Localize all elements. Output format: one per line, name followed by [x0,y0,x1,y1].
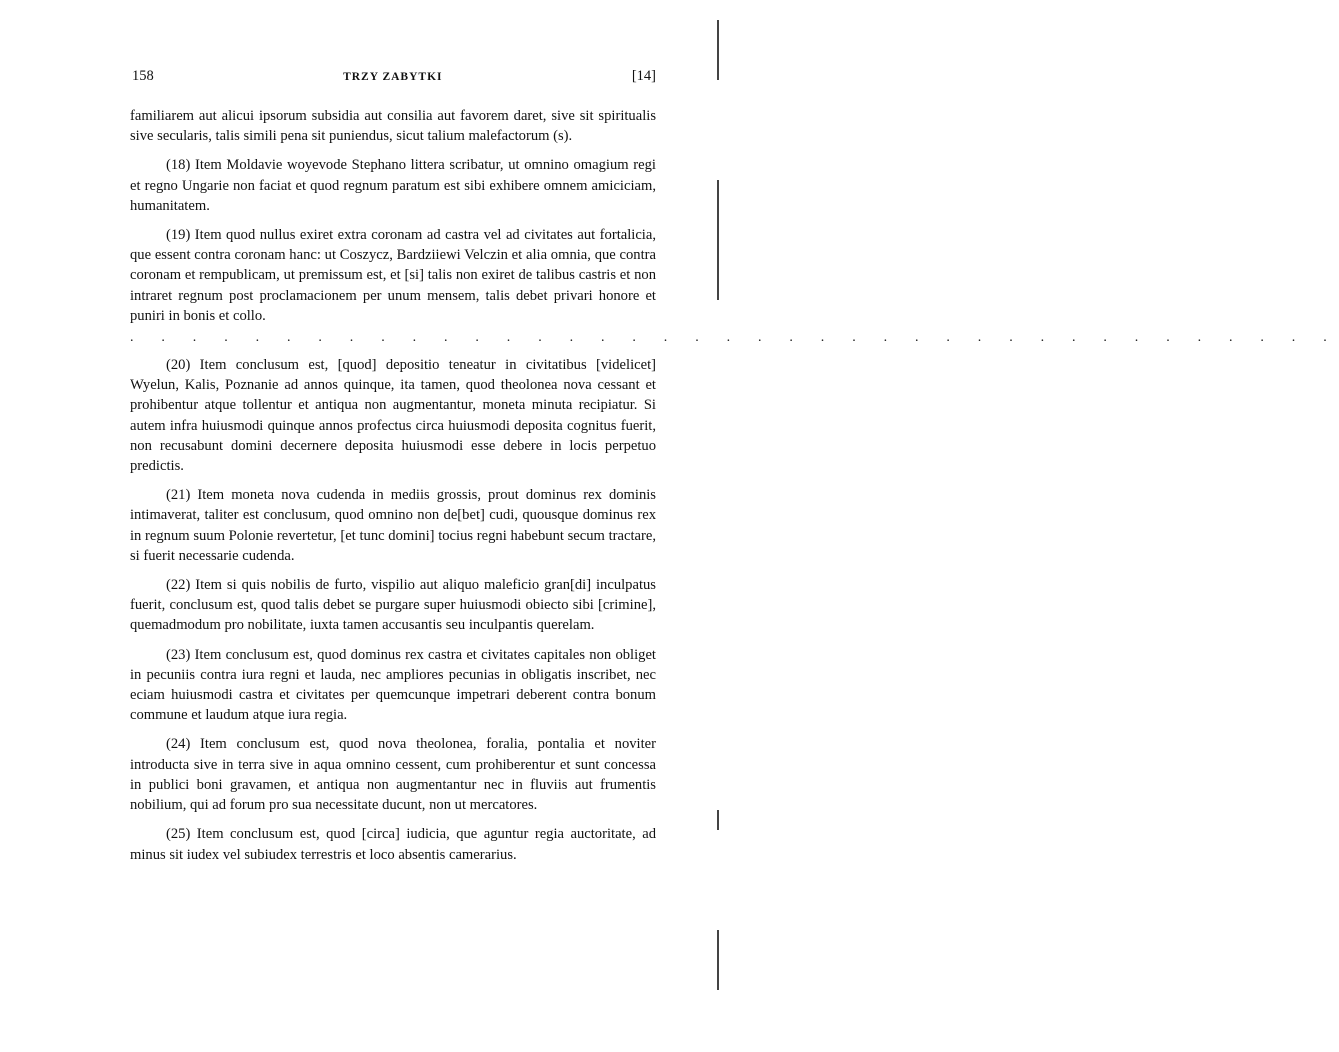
section-reference: [14] [631,68,656,84]
paragraph-continuation: familiarem aut alicui ipsorum subsidia aut consilia aut favorem daret, sive sit spiritualis sive secularis, talis simili pena sit puniendus, sicut talium malefactorum (s). [130,108,656,145]
running-header [130,68,656,85]
page-number: 158 [132,68,154,84]
paragraph-20: (20) Item conclusum est, [quod] depositio teneatur in civitatibus [videlicet] Wyelun, Kalis, Poznanie ad annos quinque, ita tamen, quod theolonea nova cessant et prohibentur atque tollentur et antiqua non augmentantur, moneta minuta recipiatur. Si autem infra huiusmodi quinque annos profectus circa huiusmodi deposita cognitus fuerit, non recusabunt domini decernere deposita huiusmodi esse debere in locis perpetuo predictis. [130,357,656,475]
paragraph-22: (22) Item si quis nobilis de furto, vispilio aut aliquo maleficio gran[di] inculpatus fuerit, conclusum est, quod talis debet se purgare super huiusmodi obiecto sibi [crimine], quemadmodum pro nobilitate, iuxta tamen accusantis seu inculpantis querelam. [130,577,656,634]
running-title: TRZY ZABYTKI [343,71,443,83]
paragraph-25: (25) Item conclusum est, quod [circa] iudicia, que aguntur regia auctoritate, ad minus sit iudex vel subiudex terrestris et loco absentis camerarius. [130,826,656,863]
scan-edge-marks [716,0,720,1052]
scan-edge-mark [717,930,719,990]
paragraph-18: (18) Item Moldavie woyevode Stephano littera scribatur, ut omnino omagium regi et regno Ungarie non faciat et quod regnum paratum est sibi exhibere omnem amiciciam, humanitatem. [130,157,656,214]
paragraph-23: (23) Item conclusum est, quod dominus rex castra et civitates capitales non obliget in pecuniis contra iura regni et lauda, nec ampliores pecunias in obligatis inscribet, nec eciam huiusmodi castra et civitates per quemcunque impetrari deberent contra bonum commune et laudum atque iura regia. [130,646,656,724]
ellipsis-row: . . . . . . . . . . . . . . . . . . . . . . . . . . . . . . . . . . . . . . . [130,330,1339,346]
scan-edge-mark [717,20,719,80]
paragraph-21: (21) Item moneta nova cudenda in mediis grossis, prout dominus rex dominis intimaverat, taliter est conclusum, quod omnino non de[bet] cudi, quousque dominus rex in regnum suum Polonie revertetur, [et tunc domini] tocius regni habebunt secum tractare, si fuerit necessarie cudenda. [130,487,656,564]
scan-edge-mark [717,810,719,830]
paragraph-24: (24) Item conclusum est, quod nova theolonea, foralia, pontalia et noviter introducta sive in terra sive in aqua omnino cessent, cum prohiberentur et sunt concessa in publici boni gravamen, et antiqua non augmentantur nec in fluviis aut frumentis nobilium, qui ad forum pro sua necessitate ducunt, non ut mercatores. [130,736,656,814]
page [130,68,1339,874]
scan-edge-mark [717,180,719,300]
paragraph-19: (19) Item quod nullus exiret extra coronam ad castra vel ad civitates aut fortalicia, que essent contra coronam hanc: ut Coszycz, Bardziiewi Velczin et alia omnia, que contra coronam et rempublicam, ut premissum est, et [si] talis non exiret de talibus castris et non intraret regnum post proclamacionem per unum mensem, talis debet privari honore et puniri in bonis et collo. [130,227,656,324]
